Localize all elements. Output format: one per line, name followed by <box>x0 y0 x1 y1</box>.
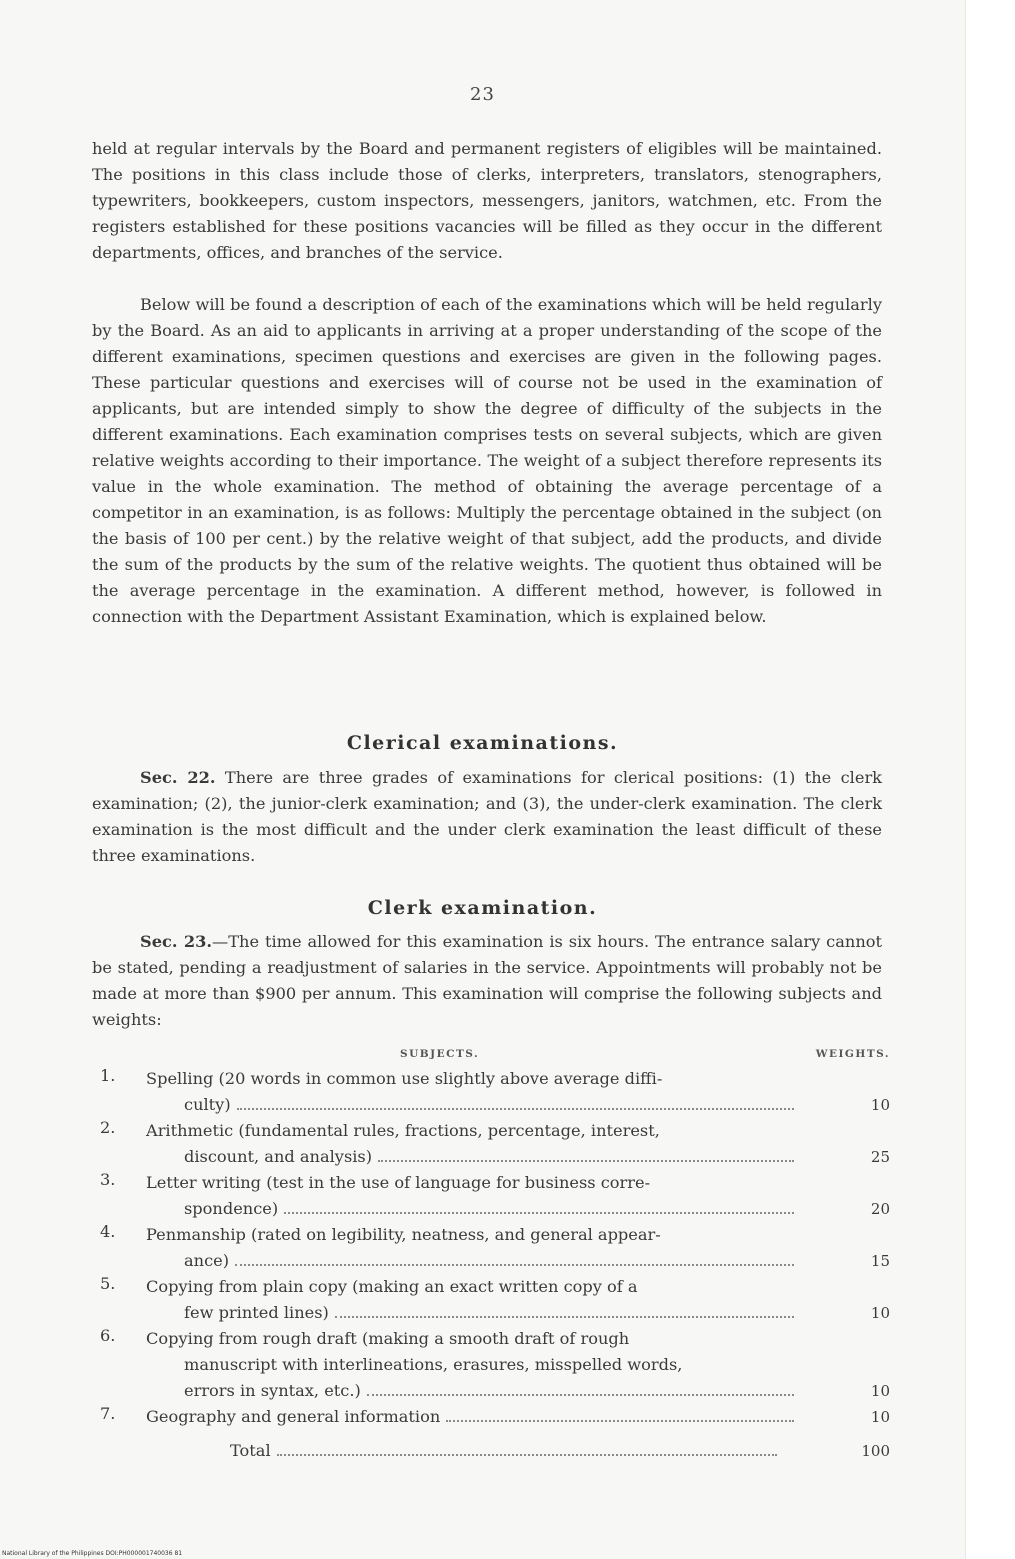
row-weight: 10 <box>870 1304 890 1322</box>
dot-leader <box>235 1264 794 1266</box>
row-subject-first-line: Penmanship (rated on legibility, neatness, and general appear- <box>146 1225 661 1244</box>
heading-clerk-examination: Clerk examination. <box>367 897 598 919</box>
total-weight: 100 <box>861 1442 890 1460</box>
row-number: 1. <box>100 1066 116 1085</box>
row-subject-continuation-text: manuscript with interlineations, erasures, misspelled words, <box>184 1355 683 1374</box>
footer-stamp: National Library of the Philippines DOI:PH000001740036 81 <box>2 1550 183 1557</box>
page-edge <box>965 0 1015 1559</box>
row-subject <box>146 1222 800 1274</box>
paragraph-1-text: held at regular intervals by the Board and permanent registers of eligibles will be maintained. The positions in this class include those of clerks, interpreters, translators, stenographers, typewriters, bookkeepers, custom inspectors, messengers, janitors, watchmen, etc. From the registers established for these positions vacancies will be filled as they occur in the different departments, offices, and branches of the service. <box>92 139 882 262</box>
table-row <box>100 1222 890 1274</box>
dot-leader <box>277 1454 777 1456</box>
row-subject-continuation <box>146 1248 800 1274</box>
row-subject-continuation-text: ance) <box>184 1251 230 1270</box>
row-subject-first-line: Letter writing (test in the use of language for business corre- <box>146 1173 651 1192</box>
total-label-text: Total <box>230 1441 271 1460</box>
subjects-weights-table <box>100 1044 890 1464</box>
section-23 <box>92 929 882 1033</box>
row-subject <box>146 1404 800 1430</box>
row-weight: 25 <box>870 1148 890 1166</box>
table-row <box>100 1404 890 1430</box>
row-subject-first-line: Spelling (20 words in common use slightly above average diffi- <box>146 1069 663 1088</box>
row-number: 3. <box>100 1170 116 1189</box>
heading-clerical-examinations: Clerical examinations. <box>346 732 619 754</box>
row-subject-continuation <box>146 1378 800 1404</box>
table-total-row <box>100 1438 890 1464</box>
table-row <box>100 1066 890 1118</box>
row-subject-continuation <box>146 1144 800 1170</box>
row-subject-first-line: Copying from rough draft (making a smooth draft of rough <box>146 1329 630 1348</box>
row-subject-continuation-text: errors in syntax, etc.) <box>184 1381 361 1400</box>
row-weight: 10 <box>870 1408 890 1426</box>
section-22-text: There are three grades of examinations for clerical positions: (1) the clerk examination; (2), the junior-clerk examination; and (3), the under-clerk examination. The clerk examination is the most difficult and the under clerk examination the least difficult of these three examinations. <box>92 768 882 865</box>
dot-leader <box>335 1316 794 1318</box>
paragraph-1 <box>92 136 882 266</box>
dot-leader <box>284 1212 794 1214</box>
table-row <box>100 1118 890 1170</box>
row-subject <box>146 1118 800 1170</box>
table-row <box>100 1274 890 1326</box>
row-number: 7. <box>100 1404 116 1423</box>
row-subject-first-line: Geography and general information <box>146 1407 441 1426</box>
row-subject-first-line: Arithmetic (fundamental rules, fractions, percentage, interest, <box>146 1121 660 1140</box>
row-subject-continuation <box>146 1300 800 1326</box>
section-23-text: —The time allowed for this examination is six hours. The entrance salary cannot be stated, pending a readjustment of salaries in the service. Appointments will probably not be made at more than $900 per annum. This examination will comprise the following subjects and weights: <box>92 932 882 1029</box>
row-subject-continuation <box>146 1352 800 1378</box>
row-number: 4. <box>100 1222 116 1241</box>
row-weight: 15 <box>870 1252 890 1270</box>
row-subject <box>146 1170 800 1222</box>
row-weight: 10 <box>870 1096 890 1114</box>
section-23-label: Sec. 23. <box>140 932 213 951</box>
paragraph-2 <box>92 292 882 630</box>
row-subject-continuation-text: few printed lines) <box>184 1303 329 1322</box>
table-rows <box>100 1066 890 1430</box>
section-22-label: Sec. 22. <box>140 768 216 787</box>
row-weight: 20 <box>870 1200 890 1218</box>
row-subject <box>146 1326 800 1404</box>
row-number: 6. <box>100 1326 116 1345</box>
row-subject-continuation-text: spondence) <box>184 1199 279 1218</box>
column-header-weights: WEIGHTS. <box>815 1048 890 1060</box>
paragraph-2-text: Below will be found a description of each of the examinations which will be held regularly by the Board. As an aid to applicants in arriving at a proper understanding of the scope of the different examinations, specimen questions and exercises are given in the following pages. These particular questions and exercises will of course not be used in the examination of applicants, but are intended simply to show the degree of difficulty of the subjects in the different examinations. Each examination comprises tests on several subjects, which are given relative weights according to their importance. The weight of a subject therefore represents its value in the whole examination. The method of obtaining the average percentage of a competitor in an examination, is as follows: Multiply the percentage obtained in the subject (on the basis of 100 per cent.) by the relative weight of that subject, add the products, and divide the sum of the products by the sum of the relative weights. The quotient thus obtained will be the average percentage in the examination. A different method, however, is followed in connection with the Department Assistant Examination, which is explained below. <box>92 295 882 626</box>
page-number: 23 <box>470 84 495 105</box>
row-subject-continuation <box>146 1196 800 1222</box>
row-subject-continuation-text: culty) <box>184 1095 231 1114</box>
dot-leader <box>237 1108 794 1110</box>
row-subject-continuation-text: discount, and analysis) <box>184 1147 373 1166</box>
row-subject <box>146 1066 800 1118</box>
total-label <box>230 1438 777 1464</box>
table-row <box>100 1326 890 1404</box>
table-header <box>100 1044 890 1066</box>
row-subject-first-line: Copying from plain copy (making an exact written copy of a <box>146 1277 638 1296</box>
row-subject <box>146 1274 800 1326</box>
dot-leader <box>446 1420 794 1422</box>
row-weight: 10 <box>870 1382 890 1400</box>
dot-leader <box>378 1160 794 1162</box>
column-header-subjects: SUBJECTS. <box>400 1048 480 1060</box>
row-number: 5. <box>100 1274 116 1293</box>
section-22 <box>92 765 882 869</box>
table-row <box>100 1170 890 1222</box>
dot-leader <box>367 1394 794 1396</box>
row-number: 2. <box>100 1118 116 1137</box>
row-subject-continuation <box>146 1092 800 1118</box>
